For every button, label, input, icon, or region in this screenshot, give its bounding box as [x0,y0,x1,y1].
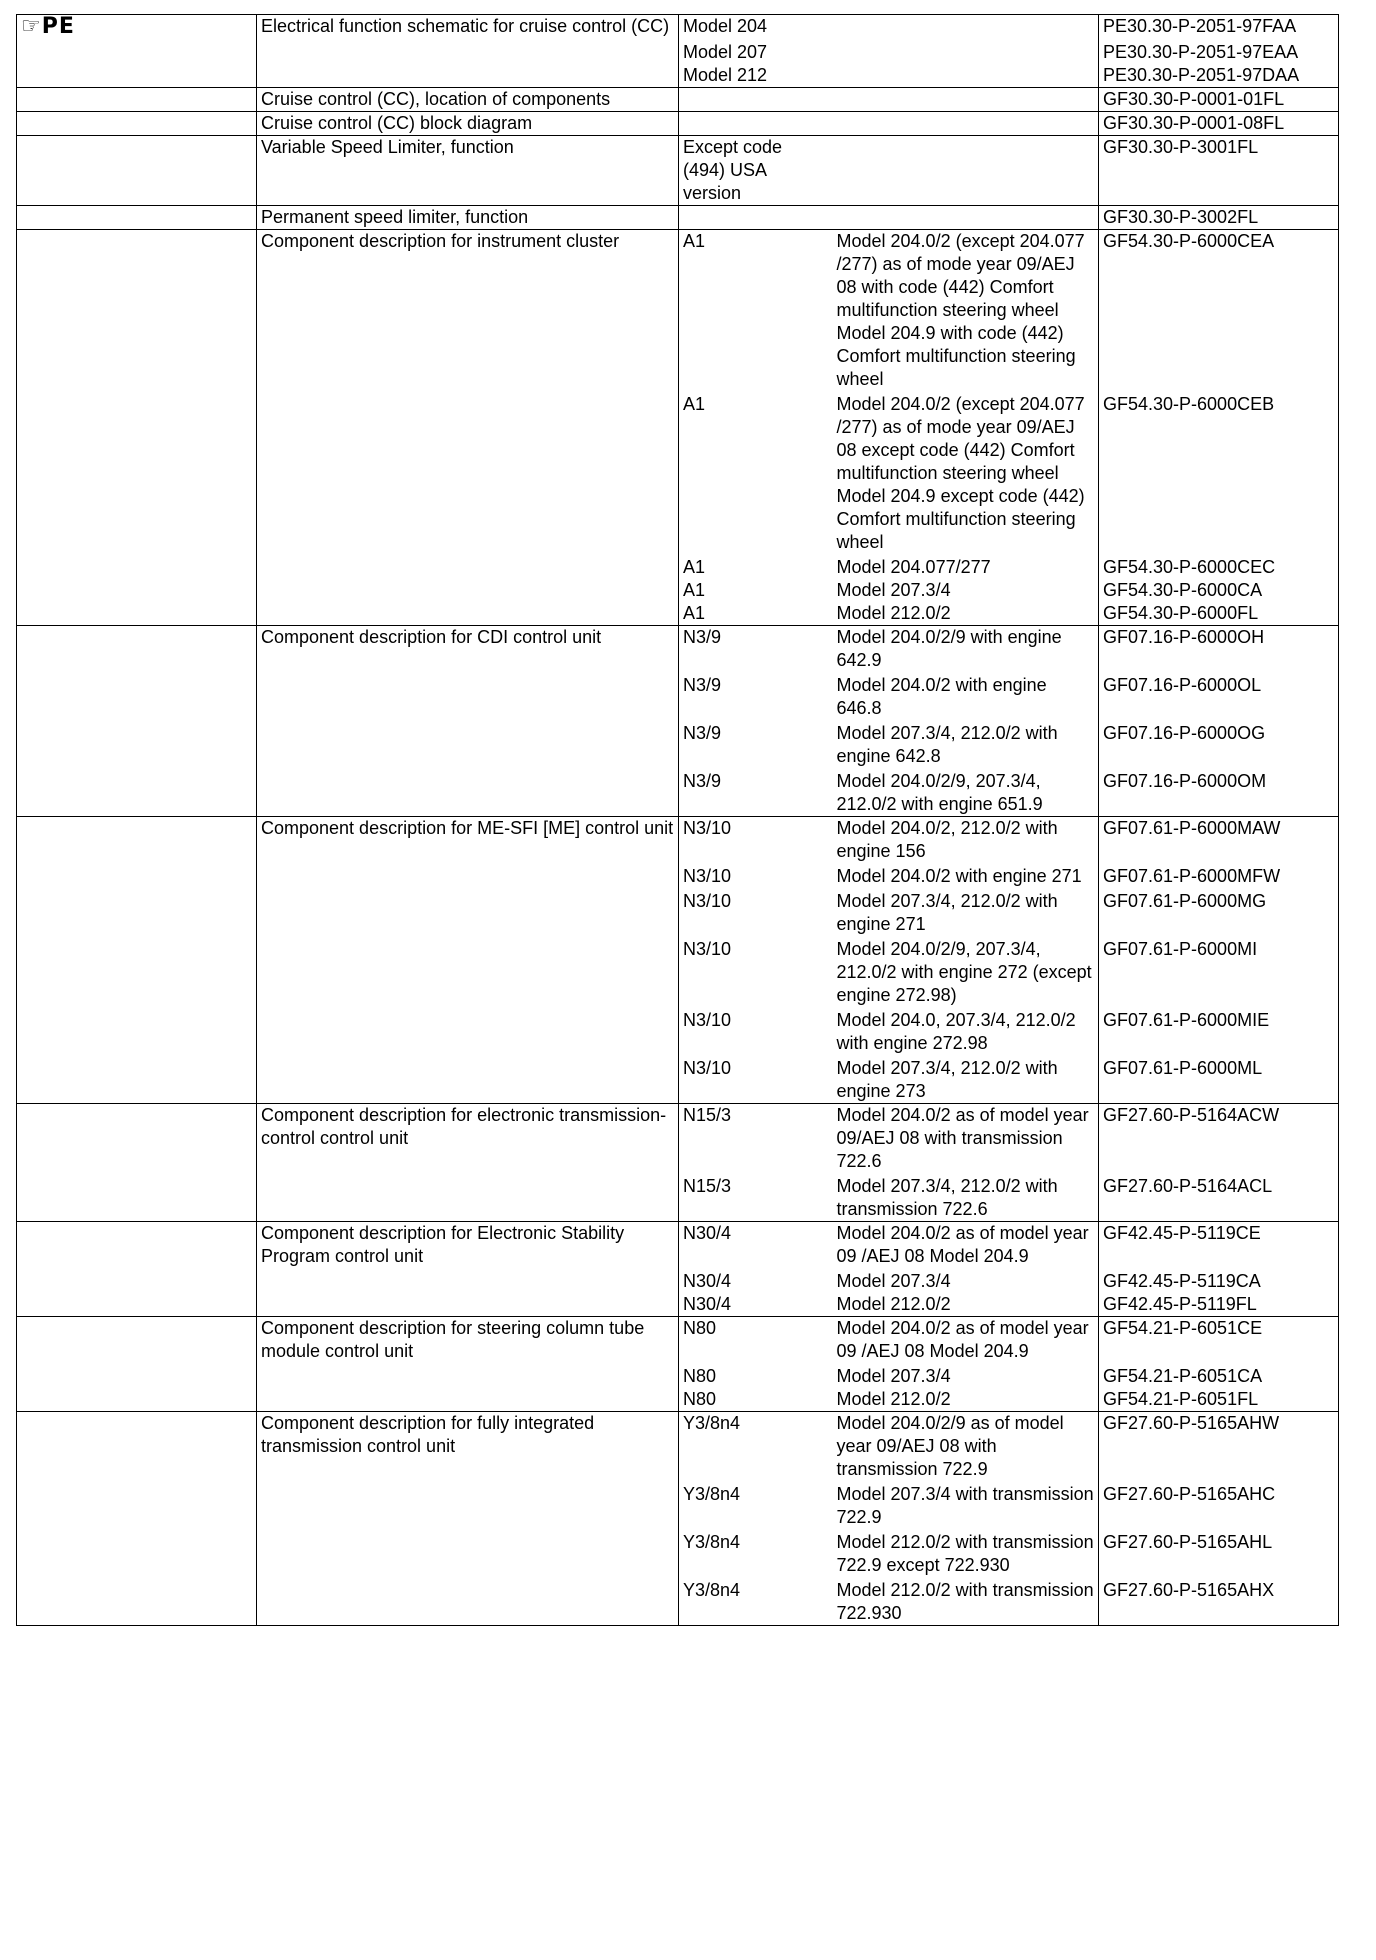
table-body [17,15,1339,1626]
table-row [17,1104,1339,1174]
document-title-cell [257,1388,679,1412]
applicability-note-cell: Model 204.077/277 [833,554,1099,579]
document-reference-cell: PE30.30-P-2051-97DAA [1099,64,1339,88]
component-code-cell: Except code (494) USA version [679,136,833,206]
component-code-cell: Y3/8n4 [679,1412,833,1482]
applicability-note-cell: Model 204.0/2, 212.0/2 with engine 156 [833,817,1099,864]
pe-mark [21,14,75,39]
table-row [17,720,1339,768]
applicability-note-cell: Model 207.3/4 [833,1268,1099,1293]
document-reference-cell: PE30.30-P-2051-97FAA [1099,15,1339,40]
document-title-cell: Component description for fully integrated transmission control unit [257,1412,679,1482]
document-title-cell: Cruise control (CC) block diagram [257,112,679,136]
document-reference-cell: GF30.30-P-0001-01FL [1099,88,1339,112]
applicability-note-cell: Model 204.0/2/9 as of model year 09/AEJ 08 with transmission 722.9 [833,1412,1099,1482]
document-reference-cell: GF30.30-P-0001-08FL [1099,112,1339,136]
applicability-note-cell: Model 204.0/2 with engine 271 [833,863,1099,888]
page-mark-cell [17,1481,257,1529]
component-code-cell: N3/10 [679,888,833,936]
document-title-cell [257,1529,679,1577]
component-code-cell: Model 207 [679,39,833,64]
document-title-cell [257,579,679,602]
document-title-cell [257,863,679,888]
table-row [17,1529,1339,1577]
document-title-cell: Cruise control (CC), location of components [257,88,679,112]
table-row [17,230,1339,392]
page-mark-cell [17,64,257,88]
document-reference-cell: GF27.60-P-5165AHW [1099,1412,1339,1482]
component-code-cell: N15/3 [679,1104,833,1174]
document-title-cell [257,1055,679,1104]
page-mark-cell [17,602,257,626]
component-code-cell: Y3/8n4 [679,1577,833,1626]
applicability-note-cell: Model 212.0/2 with transmission 722.9 except 722.930 [833,1529,1099,1577]
applicability-note-cell: Model 207.3/4, 212.0/2 with engine 271 [833,888,1099,936]
component-code-cell: Y3/8n4 [679,1529,833,1577]
applicability-note-cell: Model 207.3/4, 212.0/2 with engine 273 [833,1055,1099,1104]
component-code-cell: Y3/8n4 [679,1481,833,1529]
applicability-note-cell: Model 212.0/2 [833,1388,1099,1412]
document-title-cell [257,720,679,768]
document-title-cell [257,672,679,720]
document-title-cell: Variable Speed Limiter, function [257,136,679,206]
table-row [17,936,1339,1007]
document-reference-cell: GF54.30-P-6000CA [1099,579,1339,602]
applicability-note-cell: Model 204.0/2 as of model year 09 /AEJ 08 Model 204.9 [833,1222,1099,1269]
component-code-cell: N3/10 [679,817,833,864]
page-mark-cell [17,626,257,673]
component-code-cell: N80 [679,1317,833,1364]
table-row [17,602,1339,626]
page-mark-cell [17,888,257,936]
component-code-cell: Model 212 [679,64,833,88]
component-code-cell: N15/3 [679,1173,833,1222]
document-reference-cell: GF42.45-P-5119CA [1099,1268,1339,1293]
document-title-cell [257,1173,679,1222]
document-title-cell [257,1007,679,1055]
component-code-cell: A1 [679,230,833,392]
page-mark-cell [17,579,257,602]
applicability-note-cell: Model 207.3/4 [833,579,1099,602]
applicability-note-cell [833,136,1099,206]
document-title-cell: Component description for electronic transmission-control control unit [257,1104,679,1174]
document-title-cell [257,768,679,817]
document-title-cell: Permanent speed limiter, function [257,206,679,230]
page-mark-cell [17,554,257,579]
document-title-cell [257,64,679,88]
component-code-cell: A1 [679,554,833,579]
table-row [17,1412,1339,1482]
reference-table [16,14,1339,1626]
page-mark-cell [17,1222,257,1269]
document-reference-cell: GF07.61-P-6000MIE [1099,1007,1339,1055]
document-reference-cell: GF07.61-P-6000ML [1099,1055,1339,1104]
page-mark-cell [17,817,257,864]
component-code-cell [679,206,833,230]
document-reference-cell: GF42.45-P-5119FL [1099,1293,1339,1317]
document-reference-cell: GF54.30-P-6000CEC [1099,554,1339,579]
table-row [17,1222,1339,1269]
page-mark-cell [17,39,257,64]
page-mark-cell [17,112,257,136]
component-code-cell [679,112,833,136]
table-row [17,888,1339,936]
applicability-note-cell: Model 207.3/4 [833,1363,1099,1388]
component-code-cell: A1 [679,391,833,554]
page-mark-cell [17,391,257,554]
document-title-cell [257,1577,679,1626]
page-mark-cell [17,863,257,888]
table-row [17,1577,1339,1626]
page-mark-cell [17,720,257,768]
applicability-note-cell: Model 207.3/4, 212.0/2 with transmission 722.6 [833,1173,1099,1222]
table-row [17,391,1339,554]
applicability-note-cell [833,39,1099,64]
table-row [17,817,1339,864]
component-code-cell: N30/4 [679,1293,833,1317]
document-title-cell: Component description for Electronic Stability Program control unit [257,1222,679,1269]
page-mark-cell [17,1388,257,1412]
document-reference-cell: GF54.30-P-6000CEA [1099,230,1339,392]
document-title-cell: Component description for CDI control unit [257,626,679,673]
applicability-note-cell [833,112,1099,136]
document-reference-cell: PE30.30-P-2051-97EAA [1099,39,1339,64]
applicability-note-cell: Model 212.0/2 [833,1293,1099,1317]
page-mark-cell [17,768,257,817]
component-code-cell: A1 [679,602,833,626]
table-row [17,1388,1339,1412]
component-code-cell: N80 [679,1388,833,1412]
page-mark-cell [17,936,257,1007]
component-code-cell: N80 [679,1363,833,1388]
document-title-cell: Component description for steering column tube module control unit [257,1317,679,1364]
document-reference-cell: GF54.21-P-6051CE [1099,1317,1339,1364]
component-code-cell: N30/4 [679,1222,833,1269]
component-code-cell: N3/10 [679,1055,833,1104]
table-row [17,554,1339,579]
page-mark-cell [17,206,257,230]
document-title-cell [257,391,679,554]
document-reference-cell: GF27.60-P-5164ACL [1099,1173,1339,1222]
table-row [17,626,1339,673]
page-mark-cell [17,1173,257,1222]
table-row [17,672,1339,720]
applicability-note-cell: Model 204.0/2 (except 204.077 /277) as of mode year 09/AEJ 08 with code (442) Comfort multifunction steering wheel Model 204.9 with code (442) Comfort multifunction steering wheel [833,230,1099,392]
page-mark-cell [17,1317,257,1364]
table-row [17,88,1339,112]
page-mark-cell [17,1363,257,1388]
table-row [17,1055,1339,1104]
table-row [17,15,1339,40]
component-code-cell: N3/9 [679,672,833,720]
document-title-cell [257,1481,679,1529]
page-mark-cell [17,15,257,40]
applicability-note-cell [833,64,1099,88]
applicability-note-cell: Model 207.3/4, 212.0/2 with engine 642.8 [833,720,1099,768]
document-title-cell: Component description for instrument cluster [257,230,679,392]
page-mark-cell [17,1104,257,1174]
table-row [17,1363,1339,1388]
document-reference-cell: GF07.61-P-6000MFW [1099,863,1339,888]
applicability-note-cell [833,15,1099,40]
document-reference-cell: GF27.60-P-5165AHX [1099,1577,1339,1626]
page-mark-cell [17,672,257,720]
component-code-cell: N3/10 [679,1007,833,1055]
applicability-note-cell: Model 204.0/2 as of model year 09/AEJ 08 with transmission 722.6 [833,1104,1099,1174]
page-mark-cell [17,136,257,206]
table-row [17,1293,1339,1317]
applicability-note-cell: Model 204.0, 207.3/4, 212.0/2 with engine 272.98 [833,1007,1099,1055]
applicability-note-cell: Model 204.0/2 (except 204.077 /277) as of mode year 09/AEJ 08 except code (442) Comfort multifunction steering wheel Model 204.9 except code (442) Comfort multifunction steering wheel [833,391,1099,554]
document-title-cell [257,554,679,579]
document-title-cell [257,1268,679,1293]
document-reference-cell: GF54.21-P-6051FL [1099,1388,1339,1412]
document-title-cell: Electrical function schematic for cruise control (CC) [257,15,679,40]
document-reference-cell: GF42.45-P-5119CE [1099,1222,1339,1269]
page-mark-cell [17,230,257,392]
applicability-note-cell: Model 212.0/2 with transmission 722.930 [833,1577,1099,1626]
component-code-cell: N3/9 [679,626,833,673]
table-row [17,64,1339,88]
table-row [17,39,1339,64]
applicability-note-cell: Model 204.0/2/9 with engine 642.9 [833,626,1099,673]
table-row [17,1268,1339,1293]
component-code-cell: Model 204 [679,15,833,40]
table-row [17,1317,1339,1364]
applicability-note-cell: Model 204.0/2/9, 207.3/4, 212.0/2 with engine 651.9 [833,768,1099,817]
page-mark-cell [17,1268,257,1293]
document-title-cell [257,936,679,1007]
table-row [17,136,1339,206]
document-reference-cell: GF54.30-P-6000CEB [1099,391,1339,554]
document-reference-cell: GF07.16-P-6000OG [1099,720,1339,768]
pe-label: PE [41,14,75,39]
table-row [17,206,1339,230]
table-row [17,1481,1339,1529]
component-code-cell: N3/9 [679,720,833,768]
applicability-note-cell: Model 204.0/2 with engine 646.8 [833,672,1099,720]
page-mark-cell [17,1412,257,1482]
document-title-cell [257,602,679,626]
document-title-cell [257,39,679,64]
page-mark-cell [17,1007,257,1055]
table-row [17,1173,1339,1222]
document-reference-cell: GF07.16-P-6000OL [1099,672,1339,720]
page-mark-cell [17,1293,257,1317]
document-reference-cell: GF54.21-P-6051CA [1099,1363,1339,1388]
document-reference-cell: GF30.30-P-3002FL [1099,206,1339,230]
applicability-note-cell: Model 204.0/2/9, 207.3/4, 212.0/2 with engine 272 (except engine 272.98) [833,936,1099,1007]
applicability-note-cell: Model 207.3/4 with transmission 722.9 [833,1481,1099,1529]
pointing-hand-icon: ☞ [21,14,42,39]
table-row [17,112,1339,136]
component-code-cell: N30/4 [679,1268,833,1293]
page-mark-cell [17,1577,257,1626]
applicability-note-cell [833,206,1099,230]
component-code-cell: N3/10 [679,863,833,888]
page-mark-cell [17,88,257,112]
document-title-cell: Component description for ME-SFI [ME] control unit [257,817,679,864]
document-title-cell [257,888,679,936]
document-reference-cell: GF07.61-P-6000MI [1099,936,1339,1007]
page-mark-cell [17,1055,257,1104]
table-row [17,579,1339,602]
document-title-cell [257,1293,679,1317]
table-row [17,863,1339,888]
component-code-cell [679,88,833,112]
document-reference-cell: GF07.61-P-6000MAW [1099,817,1339,864]
table-row [17,1007,1339,1055]
component-code-cell: N3/10 [679,936,833,1007]
document-reference-cell: GF27.60-P-5165AHC [1099,1481,1339,1529]
document-reference-cell: GF27.60-P-5164ACW [1099,1104,1339,1174]
applicability-note-cell: Model 204.0/2 as of model year 09 /AEJ 08 Model 204.9 [833,1317,1099,1364]
document-reference-cell: GF07.16-P-6000OM [1099,768,1339,817]
applicability-note-cell: Model 212.0/2 [833,602,1099,626]
table-row [17,768,1339,817]
document-reference-cell: GF07.16-P-6000OH [1099,626,1339,673]
document-reference-cell: GF30.30-P-3001FL [1099,136,1339,206]
document-reference-cell: GF54.30-P-6000FL [1099,602,1339,626]
component-code-cell: A1 [679,579,833,602]
component-code-cell: N3/9 [679,768,833,817]
applicability-note-cell [833,88,1099,112]
document-title-cell [257,1363,679,1388]
page-mark-cell [17,1529,257,1577]
document-reference-cell: GF07.61-P-6000MG [1099,888,1339,936]
document-reference-cell: GF27.60-P-5165AHL [1099,1529,1339,1577]
